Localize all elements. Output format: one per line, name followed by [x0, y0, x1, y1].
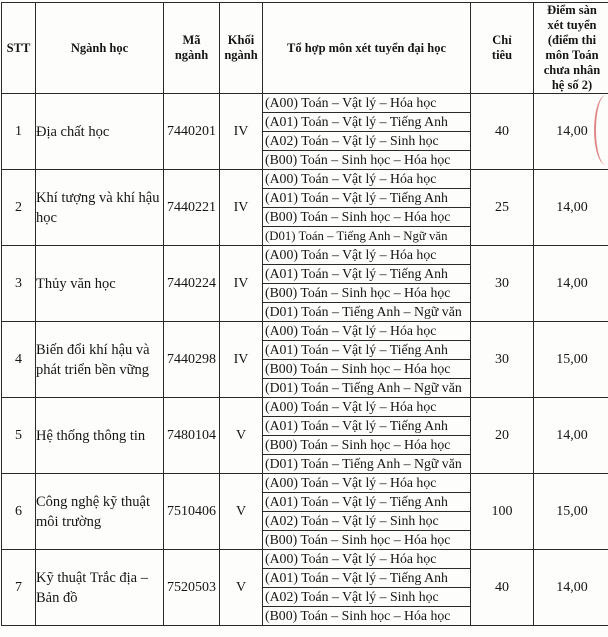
cell-score: 15,00 [534, 474, 608, 550]
cell-score: 15,00 [534, 322, 608, 398]
table-row [2, 170, 608, 246]
header-row [2, 3, 608, 94]
table-row [2, 398, 608, 474]
header-block: Khối ngành [220, 3, 263, 94]
cell-block: V [220, 550, 263, 626]
cell-major: Thủy văn học [36, 246, 164, 322]
combo-line: (A01) Toán – Vật lý – Tiếng Anh [263, 113, 470, 132]
cell-target: 20 [471, 398, 534, 474]
cell-combos [263, 550, 471, 626]
cell-target: 25 [471, 170, 534, 246]
header-code: Mã ngành [164, 3, 220, 94]
table-row [2, 322, 608, 398]
combo-line: (A02) Toán – Vật lý – Sinh học [263, 588, 470, 607]
combo-line: (B00) Toán – Sinh học – Hóa học [263, 208, 470, 227]
combo-line: (B00) Toán – Sinh học – Hóa học [265, 608, 451, 623]
combo-line: (A01) Toán – Vật lý – Tiếng Anh [263, 493, 470, 512]
cell-score: 14,00 [534, 398, 608, 474]
cell-target: 40 [471, 94, 534, 170]
table-row [2, 94, 608, 170]
cell-major: Kỹ thuật Trắc địa – Bản đồ [36, 550, 164, 626]
combo-line: (A00) Toán – Vật lý – Hóa học [263, 170, 470, 189]
cell-target: 30 [471, 246, 534, 322]
cell-stt: 3 [2, 246, 36, 322]
table-row [2, 550, 608, 626]
cell-score: 14,00 [534, 94, 608, 170]
cell-target: 40 [471, 550, 534, 626]
combo-line: (A01) Toán – Vật lý – Tiếng Anh [263, 189, 470, 208]
combo-line: (A00) Toán – Vật lý – Hóa học [263, 398, 470, 417]
combo-line: (D01) Toán – Tiếng Anh – Ngữ văn [265, 380, 462, 395]
combo-line: (A00) Toán – Vật lý – Hóa học [263, 246, 470, 265]
cell-code: 7440221 [164, 170, 220, 246]
cell-code: 7520503 [164, 550, 220, 626]
combo-line: (A00) Toán – Vật lý – Hóa học [263, 474, 470, 493]
cell-major: Hệ thống thông tin [36, 398, 164, 474]
cell-stt: 7 [2, 550, 36, 626]
cell-major: Địa chất học [36, 94, 164, 170]
combo-line: (B00) Toán – Sinh học – Hóa học [263, 436, 470, 455]
cell-score: 14,00 [534, 170, 608, 246]
cell-combos [263, 170, 471, 246]
cell-code: 7510406 [164, 474, 220, 550]
cell-combos [263, 94, 471, 170]
combo-line: (D01) Toán – Tiếng Anh – Ngữ văn [265, 304, 462, 319]
combo-line: (A01) Toán – Vật lý – Tiếng Anh [263, 265, 470, 284]
cell-stt: 6 [2, 474, 36, 550]
cell-stt: 4 [2, 322, 36, 398]
combo-line: (D01) Toán – Tiếng Anh – Ngữ văn [265, 456, 462, 471]
header-target: Chỉ tiêu [471, 3, 534, 94]
combo-line: (A02) Toán – Vật lý – Sinh học [263, 512, 470, 531]
cell-combos [263, 246, 471, 322]
header-score: Điểm sàn xét tuyển (điểm thi môn Toán chưa nhân hệ số 2) [534, 3, 608, 94]
combo-line: (B00) Toán – Sinh học – Hóa học [263, 284, 470, 303]
cell-stt: 5 [2, 398, 36, 474]
cell-block: IV [220, 246, 263, 322]
combo-line: (A00) Toán – Vật lý – Hóa học [263, 94, 470, 113]
combo-line: (A02) Toán – Vật lý – Sinh học [263, 132, 470, 151]
cell-code: 7440201 [164, 94, 220, 170]
cell-block: IV [220, 322, 263, 398]
cell-combos [263, 322, 471, 398]
cell-major: Công nghệ kỹ thuật môi trường [36, 474, 164, 550]
cell-combos [263, 474, 471, 550]
header-major: Ngành học [36, 3, 164, 94]
cell-code: 7480104 [164, 398, 220, 474]
cell-combos [263, 398, 471, 474]
header-stt: STT [2, 3, 36, 94]
cell-block: IV [220, 170, 263, 246]
cell-stt: 2 [2, 170, 36, 246]
table-row [2, 474, 608, 550]
cell-block: V [220, 398, 263, 474]
header-combos: Tổ hợp môn xét tuyển đại học [263, 3, 471, 94]
cell-code: 7440224 [164, 246, 220, 322]
table-row [2, 246, 608, 322]
cell-major: Khí tượng và khí hậu học [36, 170, 164, 246]
combo-line: (D01) Toán – Tiếng Anh – Ngữ văn [265, 229, 448, 243]
cell-score: 14,00 [534, 246, 608, 322]
combo-line: (A00) Toán – Vật lý – Hóa học [263, 322, 470, 341]
combo-line: (B00) Toán – Sinh học – Hóa học [265, 152, 451, 167]
cell-stt: 1 [2, 94, 36, 170]
combo-line: (A00) Toán – Vật lý – Hóa học [263, 550, 470, 569]
cell-target: 100 [471, 474, 534, 550]
combo-line: (A01) Toán – Vật lý – Tiếng Anh [263, 417, 470, 436]
combo-line: (A01) Toán – Vật lý – Tiếng Anh [263, 341, 470, 360]
combo-line: (A01) Toán – Vật lý – Tiếng Anh [263, 569, 470, 588]
cell-major: Biến đổi khí hậu và phát triển bền vững [36, 322, 164, 398]
combo-line: (B00) Toán – Sinh học – Hóa học [265, 532, 451, 547]
combo-line: (B00) Toán – Sinh học – Hóa học [263, 360, 470, 379]
cell-score: 14,00 [534, 550, 608, 626]
admission-table [1, 2, 608, 626]
cell-target: 30 [471, 322, 534, 398]
cell-block: V [220, 474, 263, 550]
cell-code: 7440298 [164, 322, 220, 398]
cell-block: IV [220, 94, 263, 170]
